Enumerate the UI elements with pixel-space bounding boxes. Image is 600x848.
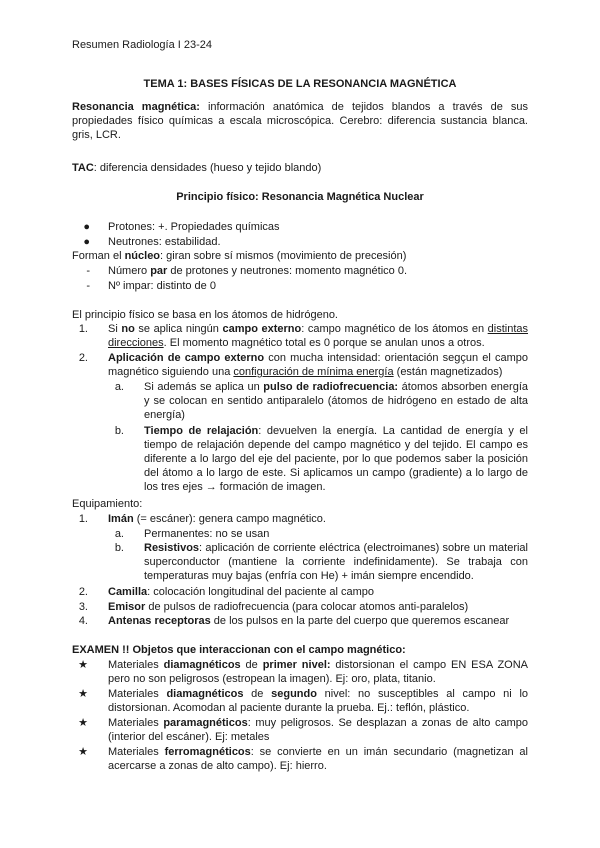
tac-term: TAC (72, 162, 94, 174)
equipment-label: Equipamiento: (72, 498, 143, 510)
bullet-dash: - (86, 280, 90, 292)
intro-tac-paragraph (72, 161, 528, 175)
star-icon: ★ (78, 746, 88, 758)
rm-term: Resonancia magnética: (72, 101, 200, 113)
exam-heading: EXAMEN !! Objetos que interaccionan con el campo magnético: (72, 644, 406, 656)
document-title: TEMA 1: BASES FÍSICAS DE LA RESONANCIA MAGNÉTICA (143, 78, 457, 90)
intro-rm-paragraph (72, 100, 528, 142)
bullet-dot: ● (83, 221, 90, 233)
principle-heading: Principio físico: Resonancia Magnética Nuclear (176, 191, 424, 203)
tac-text: : diferencia densidades (hueso y tejido blando) (93, 162, 322, 174)
bullet-dot: ● (83, 236, 90, 248)
star-icon: ★ (78, 717, 88, 729)
rm-text: información anatómica de tejidos blandos a través de sus propiedades físico químicas a escala microscópica. Cerebro: diferencia sustancia blanca. gris, LCR. (72, 101, 528, 141)
hydrogen-line: El principio físico se basa en los átomos de hidrógeno. (72, 309, 338, 321)
star-icon: ★ (78, 659, 88, 671)
nucleus-line: Forman el núcleo: giran sobre sí mismos (movimiento de precesión) (72, 250, 407, 262)
bullet-dash: - (86, 265, 90, 277)
star-icon: ★ (78, 688, 88, 700)
document-page: Resumen Radiología I 23-24 TEMA 1: BASES FÍSICAS DE LA RESONANCIA MAGNÉTICA Resonancia magnética: información anatómica de tejidos blandos a través de sus propiedades físico químicas a escala microscópica. Cerebro: diferencia sustancia blanca. gris, LCR. TAC: diferencia densidades (hueso y tejido blando) Principio físico: Resonancia Magnética Nuclear ● Protones: +. Propiedades químicas ● Neutrones: estabilidad. Forman el núcleo: giran sobre sí mismos (movimiento de precesión) - Número par de protones y neutrones: momento magnético 0. - Nº impar: distinto de 0 El principio físico se basa en los átomos de hidrógeno. 1. Si no se aplica ningún campo externo: campo magnético de los átomos en distintas direcciones. El momento magnético total es 0 porque se anulan unos a otros. 2. Aplicación de campo externo con mucha intensidad: orientación segçun el campo magnético siguiendo una configuración de mínima energía (están magnetizados) a. Si además se aplica un pulso de radiofrecuencia: átomos absorben energía y se colocan en sentido antiparalelo (átomos de hidrógeno en estado de alta energía) b. Tiempo de relajación: devuelven la energía. La cantidad de energía y el tiempo de relajación depende del campo magnético y del tejido. El campo es diferente a lo largo del eje del paciente, por lo que podemos saber la posición del átomo a lo largo de este. Si aplicamos un campo (gradiente) a lo largo de los tres ejes → formación de imagen. Equipamiento: 1. Imán (= escáner): genera campo magnético. a. Permanentes: no se usan b. Resistivos: aplicación de corriente eléctrica (electroimanes) sobre un material superconductor (mantiene la corriente indefinidamente). Se trabaja con temperaturas muy bajas (enfría con He) + imán siempre encendido. 2. Camilla: colocación longitudinal del paciente al campo 3. Emisor de pulsos de radiofrecuencia (para colocar atomos anti-paralelos) 4. Antenas receptoras de los pulsos en la parte del cuerpo que queremos escanear EXAMEN !! Objetos que interaccionan con el campo magnético: ★ Materiales diamagnéticos de primer nivel: distorsionan el campo EN ESA ZONA pero no son peligrosos (estropean la imagen). Ej: oro, plata, titanio. ★ Materiales diamagnéticos de segundo nivel: no susceptibles al campo ni lo distorsionan. Acomodan al paciente durante la prueba. Ej.: teflón, plástico. ★ Materiales paramagnéticos: muy peligrosos. Se desplazan a zonas de alto campo (interior del escáner). Ej: metales ★ Materiales ferromagnéticos: se convierte en un imán secundario (magnetizan al acercarse a zonas de alto campo). Ej: hierro. (0, 0, 600, 848)
page-header: Resumen Radiología I 23-24 (72, 39, 213, 51)
